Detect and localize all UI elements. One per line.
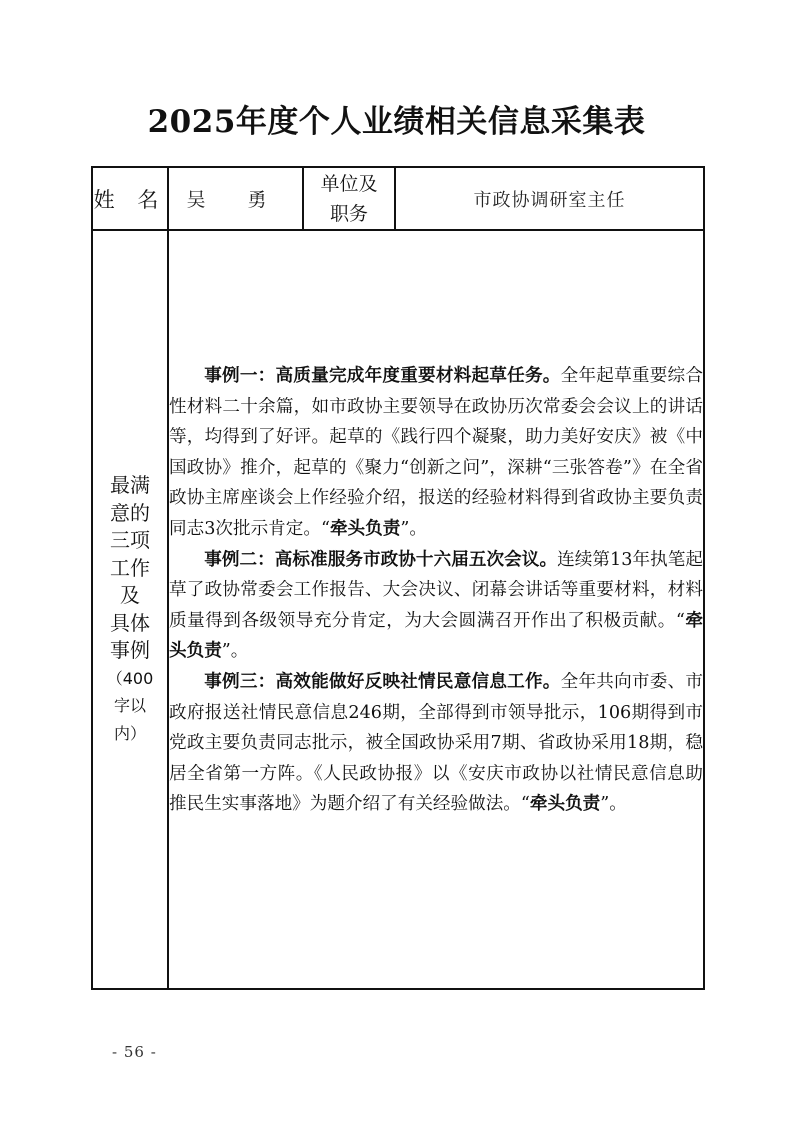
example-heading: 事例二：高标准服务市政协十六届五次会议。 xyxy=(204,548,558,570)
work-examples-label xyxy=(92,230,168,989)
side-label-line: 工作 xyxy=(110,555,150,580)
example-paragraph xyxy=(169,667,703,820)
quote-close: ”。 xyxy=(400,518,427,539)
side-note-line: 字以 xyxy=(113,696,146,715)
side-label-line: 具体 xyxy=(110,610,150,635)
side-label-line: 及 xyxy=(120,583,140,607)
example-tag: 牵头负责 xyxy=(529,793,601,815)
side-label-line: 事例 xyxy=(110,638,150,662)
example-body: 全年共向市委、市政府报送社情民意信息246期，全部得到市领导批示，106期得到市党政主要负责同志批示，被全国政协采用7期、省政协采用18期，稳居全省第一方阵。《人民政协报》以《安庆市政协以社情民意信息助推民生实事落地》为题介绍了有关经验做法。 xyxy=(169,671,703,815)
unit-value: 市政协调研室主任 xyxy=(395,167,704,230)
page-title: 2025年度个人业绩相关信息采集表 xyxy=(147,104,646,140)
page-number: - 56 - xyxy=(112,1043,157,1061)
quote-close: ”。 xyxy=(221,641,249,662)
unit-label-line1: 单位及 xyxy=(320,172,378,195)
work-examples-content xyxy=(168,230,704,989)
example-tag: 牵头负责 xyxy=(169,609,703,662)
side-note-line: 内） xyxy=(113,723,146,743)
quote-close: ”。 xyxy=(600,794,627,815)
example-tag: 牵头负责 xyxy=(329,517,401,539)
example-heading: 事例三：高效能做好反映社情民意信息工作。 xyxy=(204,670,561,692)
side-note-line: （400 xyxy=(106,668,154,688)
info-form-table xyxy=(91,166,705,990)
example-paragraph xyxy=(169,545,703,667)
unit-label-line2: 职务 xyxy=(329,202,368,225)
unit-label xyxy=(303,167,395,230)
side-label-line: 意的 xyxy=(110,500,150,525)
side-label-line: 三项 xyxy=(110,528,150,552)
name-label: 姓 名 xyxy=(92,167,168,230)
name-value: 吴 勇 xyxy=(168,167,303,230)
example-heading: 事例一：高质量完成年度重要材料起草任务。 xyxy=(204,365,561,386)
example-body: 全年起草重要综合性材料二十余篇，如市政协主要领导在政协历次常委会会议上的讲话等，均得到了好评。起草的《践行四个凝聚，助力美好安庆》被《中国政协》推介，起草的《聚力“创新之问”，深耕“三张答卷”》在全省政协主席座谈会上作经验介绍，报送的经验材料得到省政协主要负责同志3次批示肯定。 xyxy=(169,366,703,539)
quote-open: “ xyxy=(675,610,685,631)
header-row xyxy=(92,167,704,230)
example-paragraph xyxy=(169,361,703,545)
quote-open: “ xyxy=(320,518,330,539)
content-row xyxy=(92,230,704,989)
side-label-line: 最满 xyxy=(110,473,150,497)
example-body: 连续第13年执笔起草了政协常委会工作报告、大会决议、闭幕会讲话等重要材料，材料质量得到各级领导充分肯定，为大会圆满召开作出了积极贡献。 xyxy=(169,549,703,631)
quote-open: “ xyxy=(520,794,530,815)
